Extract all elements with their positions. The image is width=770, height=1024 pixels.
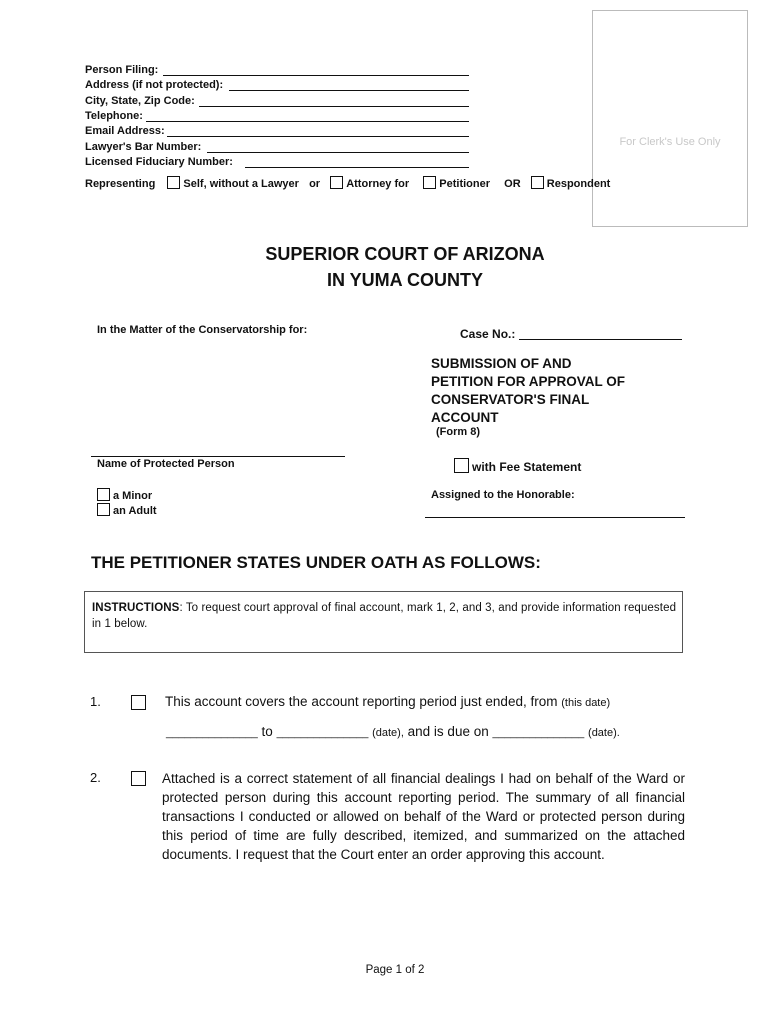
representing-label: Representing [85,178,156,190]
item2-number: 2. [90,770,101,785]
item2-paragraph: Attached is a correct statement of all financial dealings I had on behalf of the Ward or protected person during this account reporting period. The summary of all financial transactions I conducted or allowed on behalf of the Ward or protected person during this period of time are fully described, itemized, and summarized on the attached documents. I request that the Court enter an order approving this account. [162,771,685,862]
attorney-checkbox[interactable] [330,176,343,189]
item1-checkbox[interactable] [131,695,146,710]
item1-from-date: (this date) [561,697,611,709]
court-title [0,241,770,293]
adult-checkbox[interactable] [97,503,110,516]
fee-statement-checkbox[interactable] [454,458,469,473]
email-label: Email Address: [85,125,165,137]
self-label: Self, without a Lawyer [183,178,299,190]
person-filing-input[interactable] [163,75,469,76]
city-state-zip-input[interactable] [199,106,469,107]
attorney-label: Attorney for [346,178,410,190]
item1-date-label2: (date). [588,727,620,739]
minor-checkbox[interactable] [97,488,110,501]
matter-label: In the Matter of the Conservatorship for: [97,324,308,336]
item1-line1 [165,694,610,709]
person-filing-label: Person Filing: [85,64,159,76]
respondent-label: Respondent [546,178,611,190]
petition-title-line4: ACCOUNT [431,410,499,425]
respondent-checkbox[interactable] [531,176,544,189]
person-filing-row [85,63,471,77]
instructions-text: : To request court approval of final account, mark 1, 2, and 3, and provide information requested in 1 below. [92,602,677,630]
fiduciary-number-row [85,155,471,169]
petitioner-label: Petitioner [439,178,491,190]
item1-to: to [261,724,273,739]
petition-title-line1: SUBMISSION OF AND [431,356,572,371]
item1-due-text: and is due on [407,724,489,739]
case-no-input[interactable] [519,339,682,340]
oath-heading: THE PETITIONER STATES UNDER OATH AS FOLLOWS: [91,553,541,572]
petitioner-checkbox[interactable] [423,176,436,189]
address-label: Address (if not protected): [85,79,224,91]
court-title-line1: SUPERIOR COURT OF ARIZONA [265,244,545,264]
city-state-zip-row [85,94,471,108]
adult-label: an Adult [113,505,157,517]
form-number: (Form 8) [436,426,480,438]
email-input[interactable] [167,136,469,137]
item1-date-label: (date), [372,727,404,739]
assigned-label: Assigned to the Honorable: [431,489,575,501]
instructions-label: INSTRUCTIONS [92,602,180,614]
address-row [85,78,471,92]
case-no-label: Case No.: [460,327,516,341]
item1-line2 [166,724,620,739]
item1-text: This account covers the account reporting period just ended, from [165,694,558,709]
minor-label: a Minor [113,490,153,502]
email-row [85,124,471,138]
clerk-use-box [592,10,748,227]
self-checkbox[interactable] [167,176,180,189]
telephone-label: Telephone: [85,110,143,122]
court-title-line2: IN YUMA COUNTY [326,270,483,290]
petition-title-line2: PETITION FOR APPROVAL OF [431,374,626,389]
fiduciary-number-label: Licensed Fiduciary Number: [85,156,233,168]
city-state-zip-label: City, State, Zip Code: [85,95,195,107]
adult-row [97,503,157,517]
item2-checkbox[interactable] [131,771,146,786]
item1-blank3[interactable]: _______________ [492,727,585,739]
clerk-use-label: For Clerk's Use Only [619,136,721,148]
telephone-row [85,109,471,123]
representing-row [85,176,610,190]
fiduciary-number-input[interactable] [245,167,469,168]
item1-blank1[interactable]: _______________ [166,727,258,739]
item2-text [162,769,685,864]
or2-label: OR [504,178,521,190]
petition-title-line3: CONSERVATOR'S FINAL [431,392,590,407]
minor-row [97,488,152,502]
item1-number: 1. [90,694,101,709]
item1-blank2[interactable]: _______________ [276,727,369,739]
bar-number-row [85,140,471,154]
instructions-box [84,591,683,653]
petition-title [431,355,681,427]
fee-statement-row [454,458,581,474]
fee-statement-label: with Fee Statement [472,460,582,474]
address-input[interactable] [229,90,469,91]
protected-person-label: Name of Protected Person [97,458,235,470]
case-no-row [460,327,682,341]
bar-number-input[interactable] [207,152,469,153]
bar-number-label: Lawyer's Bar Number: [85,141,202,153]
page-number: Page 1 of 2 [365,964,425,976]
assigned-line[interactable] [425,517,685,518]
telephone-input[interactable] [146,121,469,122]
or-label: or [309,178,321,190]
protected-person-line[interactable] [91,456,345,457]
